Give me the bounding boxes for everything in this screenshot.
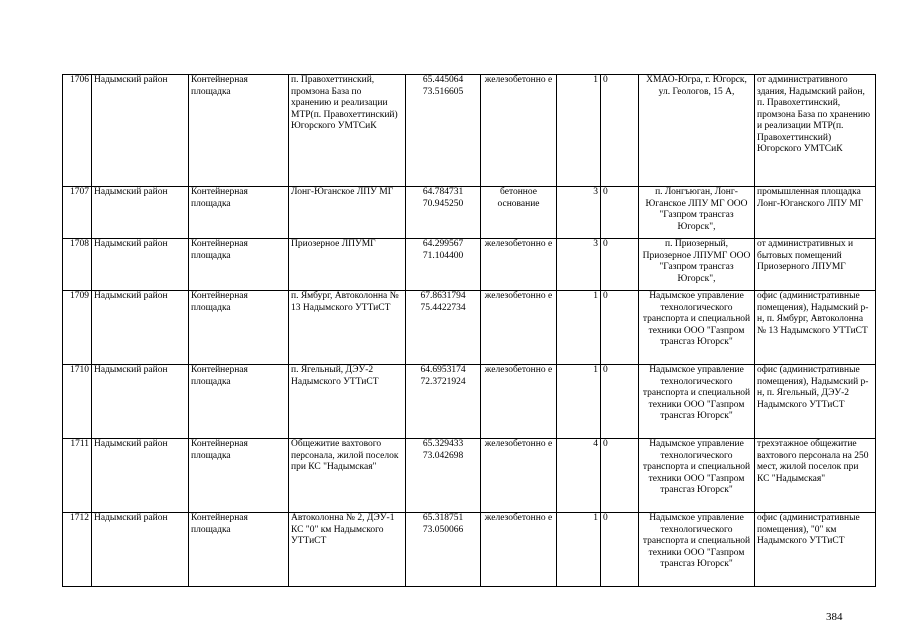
waste-source-cell: офис (административные помещения), Надымский р-н, п. Ягельный, ДЭУ-2 Надымского УТТиСТ	[755, 365, 876, 439]
district-cell: Надымский район	[92, 75, 189, 187]
site-type-cell: Контейнерная площадка	[189, 187, 289, 239]
waste-source-cell: трехэтажное общежитие вахтового персонала на 250 мест, жилой поселок при КС "Надымская"	[755, 439, 876, 513]
district-cell: Надымский район	[92, 187, 189, 239]
surface-cell: железобетонно е	[481, 291, 557, 365]
volume-cell: 0	[601, 239, 639, 291]
container-count-cell: 1	[557, 75, 601, 187]
container-count-cell: 1	[557, 513, 601, 587]
container-count-cell: 1	[557, 291, 601, 365]
site-type-cell: Контейнерная площадка	[189, 75, 289, 187]
container-count-cell: 4	[557, 439, 601, 513]
table-row	[63, 239, 876, 291]
surface-cell: железобетонно е	[481, 239, 557, 291]
site-type-cell: Контейнерная площадка	[189, 239, 289, 291]
row-number: 1706	[63, 75, 92, 187]
table-row	[63, 75, 876, 187]
waste-source-cell: офис (административные помещения), Надымский р-н, п. Ямбург, Автоколонна № 13 Надымского УТТиСТ	[755, 291, 876, 365]
owner-cell: п. Лонгъюган, Лонг-Юганское ЛПУ МГ ООО "Газпром трансгаз Югорск",	[639, 187, 755, 239]
row-number: 1709	[63, 291, 92, 365]
volume-cell: 0	[601, 291, 639, 365]
waste-source-cell: офис (административные помещения), "0" км Надымского УТТиСТ	[755, 513, 876, 587]
owner-cell: Надымское управление технологического транспорта и специальной техники ООО "Газпром трансгаз Югорск"	[639, 513, 755, 587]
site-type-cell: Контейнерная площадка	[189, 365, 289, 439]
location-cell: Лонг-Юганское ЛПУ МГ	[289, 187, 406, 239]
district-cell: Надымский район	[92, 365, 189, 439]
owner-cell: Надымское управление технологического транспорта и специальной техники ООО "Газпром трансгаз Югорск"	[639, 365, 755, 439]
surface-cell: железобетонно е	[481, 513, 557, 587]
register-table	[62, 74, 876, 587]
table-row	[63, 513, 876, 587]
table-row	[63, 365, 876, 439]
container-count-cell: 3	[557, 187, 601, 239]
surface-cell: бетонное основание	[481, 187, 557, 239]
owner-cell: Надымское управление технологического транспорта и специальной техники ООО "Газпром трансгаз Югорск"	[639, 291, 755, 365]
site-type-cell: Контейнерная площадка	[189, 291, 289, 365]
row-number: 1711	[63, 439, 92, 513]
coordinates-cell: 64.299567 71.104400	[406, 239, 481, 291]
coordinates-cell: 65.445064 73.516605	[406, 75, 481, 187]
row-number: 1712	[63, 513, 92, 587]
coordinates-cell: 65.329433 73.042698	[406, 439, 481, 513]
site-type-cell: Контейнерная площадка	[189, 439, 289, 513]
district-cell: Надымский район	[92, 439, 189, 513]
district-cell: Надымский район	[92, 291, 189, 365]
volume-cell: 0	[601, 365, 639, 439]
owner-cell: п. Приозерный, Приозерное ЛПУМГ ООО "Газпром трансгаз Югорск",	[639, 239, 755, 291]
site-type-cell: Контейнерная площадка	[189, 513, 289, 587]
surface-cell: железобетонно е	[481, 439, 557, 513]
table-row	[63, 291, 876, 365]
location-cell: Приозерное ЛПУМГ	[289, 239, 406, 291]
surface-cell: железобетонно е	[481, 75, 557, 187]
location-cell: п. Ягельный, ДЭУ-2 Надымского УТТиСТ	[289, 365, 406, 439]
location-cell: Автоколонна № 2, ДЭУ-1 КС "0" км Надымского УТТиСТ	[289, 513, 406, 587]
page-number: 384	[826, 611, 843, 623]
table-row	[63, 439, 876, 513]
district-cell: Надымский район	[92, 513, 189, 587]
location-cell: Общежитие вахтового персонала, жилой поселок при КС "Надымская"	[289, 439, 406, 513]
location-cell: п. Ямбург, Автоколонна № 13 Надымского УТТиСТ	[289, 291, 406, 365]
coordinates-cell: 65.318751 73.050066	[406, 513, 481, 587]
row-number: 1710	[63, 365, 92, 439]
coordinates-cell: 64.784731 70.945250	[406, 187, 481, 239]
waste-source-cell: промышленная площадка Лонг-Юганского ЛПУ МГ	[755, 187, 876, 239]
row-number: 1708	[63, 239, 92, 291]
volume-cell: 0	[601, 439, 639, 513]
volume-cell: 0	[601, 513, 639, 587]
row-number: 1707	[63, 187, 92, 239]
container-count-cell: 1	[557, 365, 601, 439]
district-cell: Надымский район	[92, 239, 189, 291]
container-count-cell: 3	[557, 239, 601, 291]
location-cell: п. Правохеттинский, промзона База по хранению и реализации МТР(п. Правохеттинский) Югорского УМТСиК	[289, 75, 406, 187]
owner-cell: Надымское управление технологического транспорта и специальной техники ООО "Газпром трансгаз Югорск"	[639, 439, 755, 513]
owner-cell: ХМАО-Югра, г. Югорск, ул. Геологов, 15 А,	[639, 75, 755, 187]
volume-cell: 0	[601, 75, 639, 187]
table-row	[63, 187, 876, 239]
volume-cell: 0	[601, 187, 639, 239]
coordinates-cell: 64.6953174 72.3721924	[406, 365, 481, 439]
waste-source-cell: от административных и бытовых помещений Приозерного ЛПУМГ	[755, 239, 876, 291]
coordinates-cell: 67.8631794 75.4422734	[406, 291, 481, 365]
waste-source-cell: от административного здания, Надымский район, п. Правохеттинский, промзона База по хранению и реализации МТР(п. Правохеттинский) Югорского УМТСиК	[755, 75, 876, 187]
surface-cell: железобетонно е	[481, 365, 557, 439]
